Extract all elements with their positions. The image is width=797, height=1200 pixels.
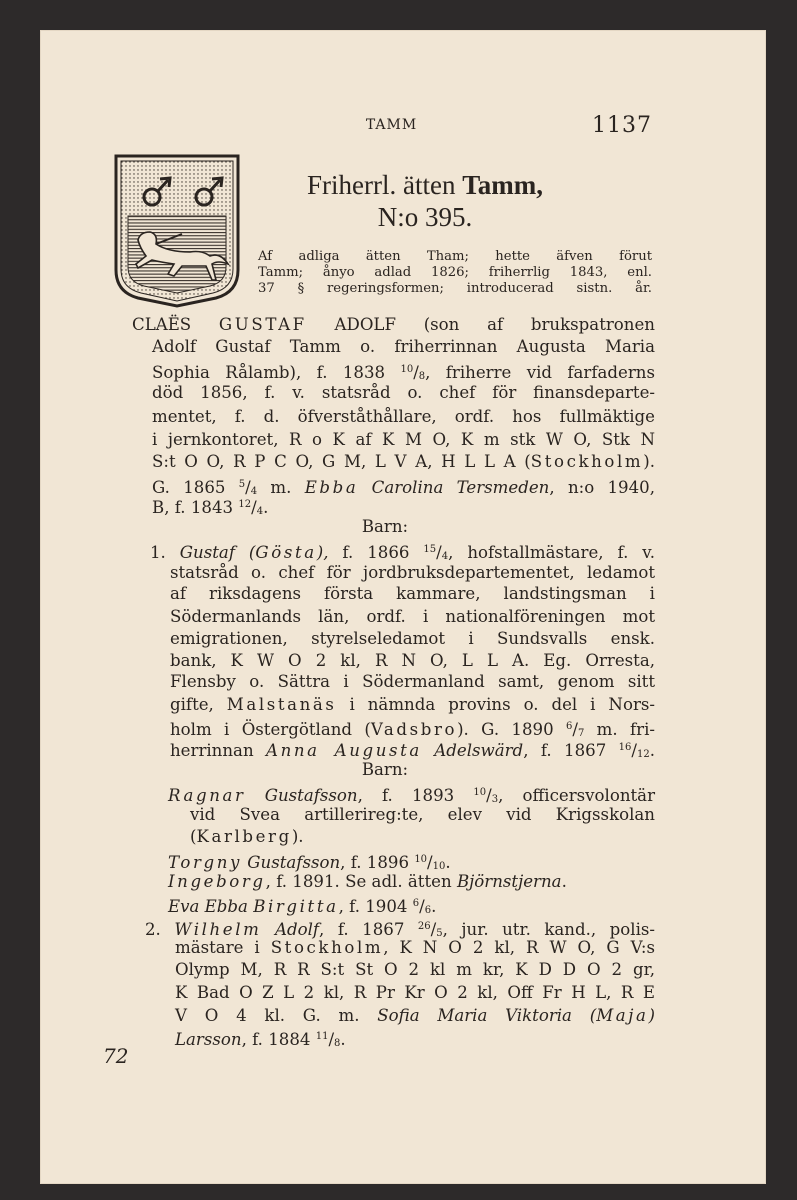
text-line [132,314,655,336]
text-line [152,451,655,473]
text-segment: ) [648,1006,655,1025]
text-segment: Gustafsson [264,786,358,805]
text-segment: 2. [145,920,175,939]
text-segment: Anna Augusta [266,741,422,760]
text-segment: , f. 1867 [523,741,619,760]
text-line [145,916,655,938]
text-segment [246,786,265,805]
text-line [150,539,655,561]
text-segment: Ebba [304,478,359,497]
text-segment: Malstanäs [226,695,337,714]
text-line [170,606,655,628]
text-segment: , f. 1896 [340,853,415,872]
date-fraction-part: 6 [566,721,573,732]
text-segment: ADOLF (son af brukspatronen [306,315,655,334]
running-title [0,117,797,133]
text-segment: 1. [150,543,180,562]
text-segment: Barn: [361,760,409,779]
text-segment: , f. 1867 [319,920,418,939]
text-segment: af riksdagens första kammare, landstingsman i [170,584,655,603]
text-segment: , f. 1904 [338,897,413,916]
text-line [170,737,655,759]
text-line [175,1026,655,1048]
text-segment: Karlberg [196,827,292,846]
text-line [152,474,655,496]
text-segment: Björnstjerna [456,872,562,891]
text-segment: Larsson [175,1030,242,1049]
text-segment: Carolina Tersmeden [371,478,550,497]
date-fraction-part: 8 [418,371,426,382]
date-fraction-part: 4 [250,486,258,497]
text-segment: Adolf Gustaf Tamm o. friherrinnan Augusta Maria [152,337,655,356]
intro-line: Af adliga ätten Tham; hette äfven förut [258,249,652,264]
text-segment: . [561,872,567,891]
text-segment: Maja [596,1006,649,1025]
text-segment: Ingeborg [168,872,266,891]
text-segment: , f. 1891. Se adl. ätten [265,872,457,891]
signature-mark: 72 [103,1044,129,1068]
text-line [190,826,655,848]
text-segment: , officersvolontär [498,786,656,805]
text-line [170,562,655,584]
text-segment: Adelswärd [434,741,524,760]
text-line [168,782,655,804]
date-fraction-part: 4 [256,506,264,517]
date-fraction-part: 10 [473,787,487,798]
text-segment: m. fri- [584,720,656,739]
text-segment: emigrationen, styrelseledamot i Sundsvalls ensk. [170,629,655,648]
text-segment: / [430,920,437,939]
text-segment: Flensby o. Sättra i Södermanland samt, genom sitt [170,672,655,691]
text-line [175,937,655,959]
section-heading-barn [300,759,470,781]
text-segment: . [340,1030,346,1049]
date-fraction-part: 12 [636,749,650,760]
text-segment: död 1856, f. v. statsråd o. chef för finansdeparte- [152,383,655,402]
text-segment: , jur. utr. kand., polis- [442,920,656,939]
text-segment: bank, K W O 2 kl, R N O, L L A. Eg. Orresta, [170,651,655,670]
text-line [175,1005,655,1027]
family-number: N:o 395. [377,202,473,232]
date-fraction-part: 5 [436,928,443,939]
text-segment: / [486,786,492,805]
date-fraction-part: 3 [491,794,499,805]
page-number: 1137 [592,113,652,138]
date-fraction-part: 26 [417,921,431,932]
text-segment: i nämnda provins o. del i Nors- [336,695,655,714]
family-title [290,170,560,201]
text-segment: Olymp M, R R S:t St O 2 kl m kr, K D D O 2 gr, [175,960,655,979]
text-line [190,804,655,826]
text-segment: Gustafsson [247,853,341,872]
text-segment: / [427,853,433,872]
text-segment: Sophia Rålamb), f. 1838 [152,363,401,382]
date-fraction-part: 15 [423,544,437,555]
date-fraction-part: 12 [238,499,252,510]
text-segment: V O 4 kl. G. m. [175,1006,378,1025]
text-segment: . [263,498,269,517]
date-fraction-part: 5 [238,479,246,490]
text-segment: Eva Ebba [168,897,248,916]
text-line [168,849,655,871]
text-segment: . [431,897,437,916]
date-fraction-part: 8 [334,1038,341,1049]
date-fraction-part: 7 [577,728,585,739]
date-fraction-part: 4 [441,551,449,562]
date-fraction-part: 10 [432,861,446,872]
title-prefix: Friherrl. ätten [307,170,463,200]
text-segment: m. [257,478,305,497]
date-fraction-part: 10 [414,854,428,865]
text-line [170,716,655,738]
text-segment: / [436,543,442,562]
text-line [175,982,655,1004]
text-segment: statsråd o. chef för jordbruksdepartementet, ledamot [170,563,655,582]
text-line [168,871,655,893]
text-segment: , hofstallmästare, f. v. [448,543,655,562]
text-segment: / [251,498,257,517]
date-fraction-part: 10 [400,364,414,375]
text-segment: i jernkontoret, R o K af K M O, K m stk W O, Stk N [152,430,655,449]
text-segment [422,741,434,760]
text-line [152,336,655,358]
text-segment: Gustaf ( [179,543,256,562]
intro-line: 37 § regeringsformen; introducerad sistn. år. [258,281,652,296]
text-segment: , n:o 1940, [549,478,655,497]
text-segment: , f. 1893 [357,786,474,805]
text-segment: Wilhelm [174,920,262,939]
text-segment: B, f. 1843 [152,498,239,517]
text-line [170,671,655,693]
text-segment: , f. 1884 [241,1030,316,1049]
text-line [152,359,655,381]
text-segment: Birgitta [253,897,339,916]
text-segment: ). [643,452,655,471]
text-segment: / [328,1030,335,1049]
text-segment: / [572,720,578,739]
text-segment: gifte, [170,695,227,714]
text-segment: mentet, f. d. öfverståthållare, ordf. hos fullmäktige [152,407,655,426]
section-heading-barn [300,516,470,538]
text-segment: ). G. 1890 [457,720,566,739]
text-segment: . [445,853,451,872]
text-segment: Barn: [361,517,409,536]
text-segment: Vadsbro [370,720,458,739]
text-segment: , K N O 2 kl, R W O, G V:s [383,938,655,957]
text-segment: ), [316,543,329,562]
text-segment: . [649,741,655,760]
text-segment: K Bad O Z L 2 kl, R Pr Kr O 2 kl, Off Fr H L, R E [175,983,655,1002]
text-segment: Stockholm [270,938,384,957]
text-segment: Torgny [168,853,242,872]
text-segment: S:t O O, R P C O, G M, L V A, H L L A ( [152,452,531,471]
text-line [170,650,655,672]
text-line [152,494,655,516]
text-line [170,694,655,716]
text-line [170,628,655,650]
text-segment: Stockholm [530,452,644,471]
text-line [168,893,655,915]
text-segment: Ragnar [168,786,246,805]
text-segment: / [245,478,251,497]
text-segment: ). [291,827,304,846]
coat-of-arms-icon [112,152,242,308]
date-fraction-part: 6 [424,905,432,916]
text-segment: / [419,897,425,916]
date-fraction-part: 6 [412,898,420,909]
text-segment: Gösta [255,543,317,562]
running-title-text: TAMM [365,117,418,133]
text-segment: herrinnan [170,741,267,760]
text-segment: vid Svea artillerireg:te, elev vid Krigsskolan [190,805,655,824]
text-segment: GUSTAF [218,315,307,334]
text-segment: G. 1865 [152,478,239,497]
text-segment: , friherre vid farfaderns [425,363,655,382]
family-name: Tamm, [462,170,543,200]
text-segment: CLAËS [132,315,219,334]
date-fraction-part: 16 [618,742,632,753]
text-line [152,406,655,428]
text-line [170,583,655,605]
text-segment: Adolf [275,920,320,939]
text-segment: / [631,741,637,760]
text-line [175,959,655,981]
text-segment: / [413,363,419,382]
text-line [152,429,655,451]
text-segment: Sofia Maria Viktoria ( [377,1006,597,1025]
intro-line: Tamm; ånyo adlad 1826; friherrlig 1843, enl. [258,265,652,280]
text-segment: ( [190,827,197,846]
text-segment: Södermanlands län, ordf. i nationalföreningen mot [170,607,655,626]
text-segment: holm i Östergötland ( [170,720,371,739]
text-line [152,382,655,404]
text-segment: f. 1866 [328,543,424,562]
text-segment: mästare i [175,938,271,957]
date-fraction-part: 11 [315,1031,329,1042]
